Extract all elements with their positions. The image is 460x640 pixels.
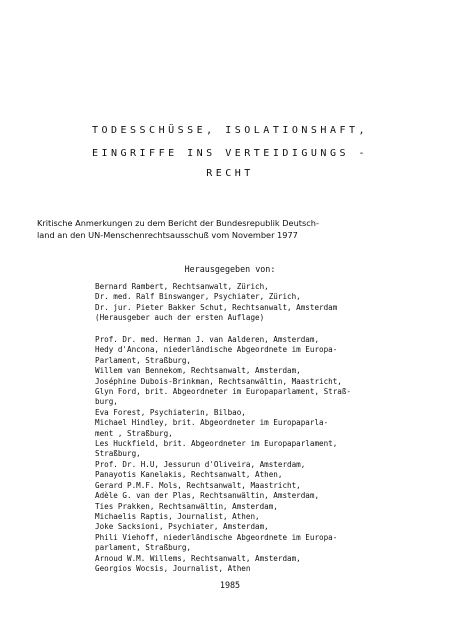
supporter-line: Eva Forest, Psychiaterin, Bilbao, (95, 407, 246, 417)
supporter-line: ment , Straßburg, (95, 428, 173, 438)
supporter-line: Parlament, Straßburg, (95, 355, 192, 365)
supporter-line: burg, (95, 397, 118, 407)
supporter-line: Hedy d'Ancona, niederländische Abgeordnete im Europa- (95, 345, 338, 355)
title-line-3: RECHT (206, 168, 254, 179)
supporter-line: Michael Hindley, brit. Abgeordneter im Europaparla- (95, 418, 329, 428)
editors-heading: Herausgegeben von: (184, 264, 276, 274)
subtitle-line: land an den UN-Menschenrechtsausschuß vom November 1977 (37, 229, 298, 240)
editor-line: Dr. med. Ralf Binswanger, Psychiater, Zürich, (95, 292, 301, 302)
editor-line: (Herausgeber auch der ersten Auflage) (95, 313, 265, 323)
supporter-line: Willem van Bennekom, Rechtsanwalt, Amsterdam, (95, 366, 301, 376)
supporter-line: Arnoud W.M. Willems, Rechtsanwalt, Amsterdam, (95, 553, 301, 563)
supporter-line: Panayotis Kanelakis, Rechtsanwalt, Athen, (95, 470, 283, 480)
supporter-line: Joke Sacksioni, Psychiater, Amsterdam, (95, 522, 269, 532)
supporter-line: Adèle G. van der Plas, Rechtsanwältin, Amsterdam, (95, 491, 320, 501)
supporter-line: Phili Viehoff, niederländische Abgeordnete im Europa- (95, 532, 338, 542)
supporter-line: Michaelis Raptis, Journalist, Athen, (95, 511, 260, 521)
title-line-1: TODESSCHÜSSE, ISOLATIONSHAFT, (91, 125, 369, 136)
supporters-list (95, 335, 455, 574)
supporter-line: Prof. Dr. H.U, Jessurun d'Oliveira, Amsterdam, (95, 459, 306, 469)
supporter-line: Les Huckfield, brit. Abgeordneter im Europaparlament, (95, 439, 338, 449)
editor-line: Dr. jur. Pieter Bakker Schut, Rechtsanwalt, Amsterdam (95, 302, 338, 312)
editors-list (95, 282, 455, 324)
supporter-line: Straßburg, (95, 449, 141, 459)
subtitle-line: Kritische Anmerkungen zu dem Bericht der Bundesrepublik Deutsch- (37, 218, 319, 228)
publication-year: 1985 (219, 580, 241, 590)
supporter-line: parlament, Straßburg, (95, 543, 192, 553)
supporter-line: Prof. Dr. med. Herman J. van Aalderen, Amsterdam, (95, 335, 320, 344)
title-line-2: EINGRIFFE INS VERTEIDIGUNGS - (91, 148, 369, 159)
editor-line: Bernard Rambert, Rechtsanwalt, Zürich, (95, 282, 269, 291)
supporter-line: Glyn Ford, brit. Abgeordneter im Europaparlament, Straß- (95, 387, 352, 397)
supporter-line: Georgios Wocsis, Journalist, Athen (95, 563, 251, 573)
supporter-line: Ties Prakken, Rechtsanwältin, Amsterdam, (95, 501, 278, 511)
supporter-line: Gerard P.M.F. Mols, Rechtsanwalt, Maastricht, (95, 480, 301, 490)
subtitle-paragraph (37, 218, 437, 241)
supporter-line: Joséphine Dubois-Brinkman, Rechtsanwältin, Maastricht, (95, 376, 342, 386)
